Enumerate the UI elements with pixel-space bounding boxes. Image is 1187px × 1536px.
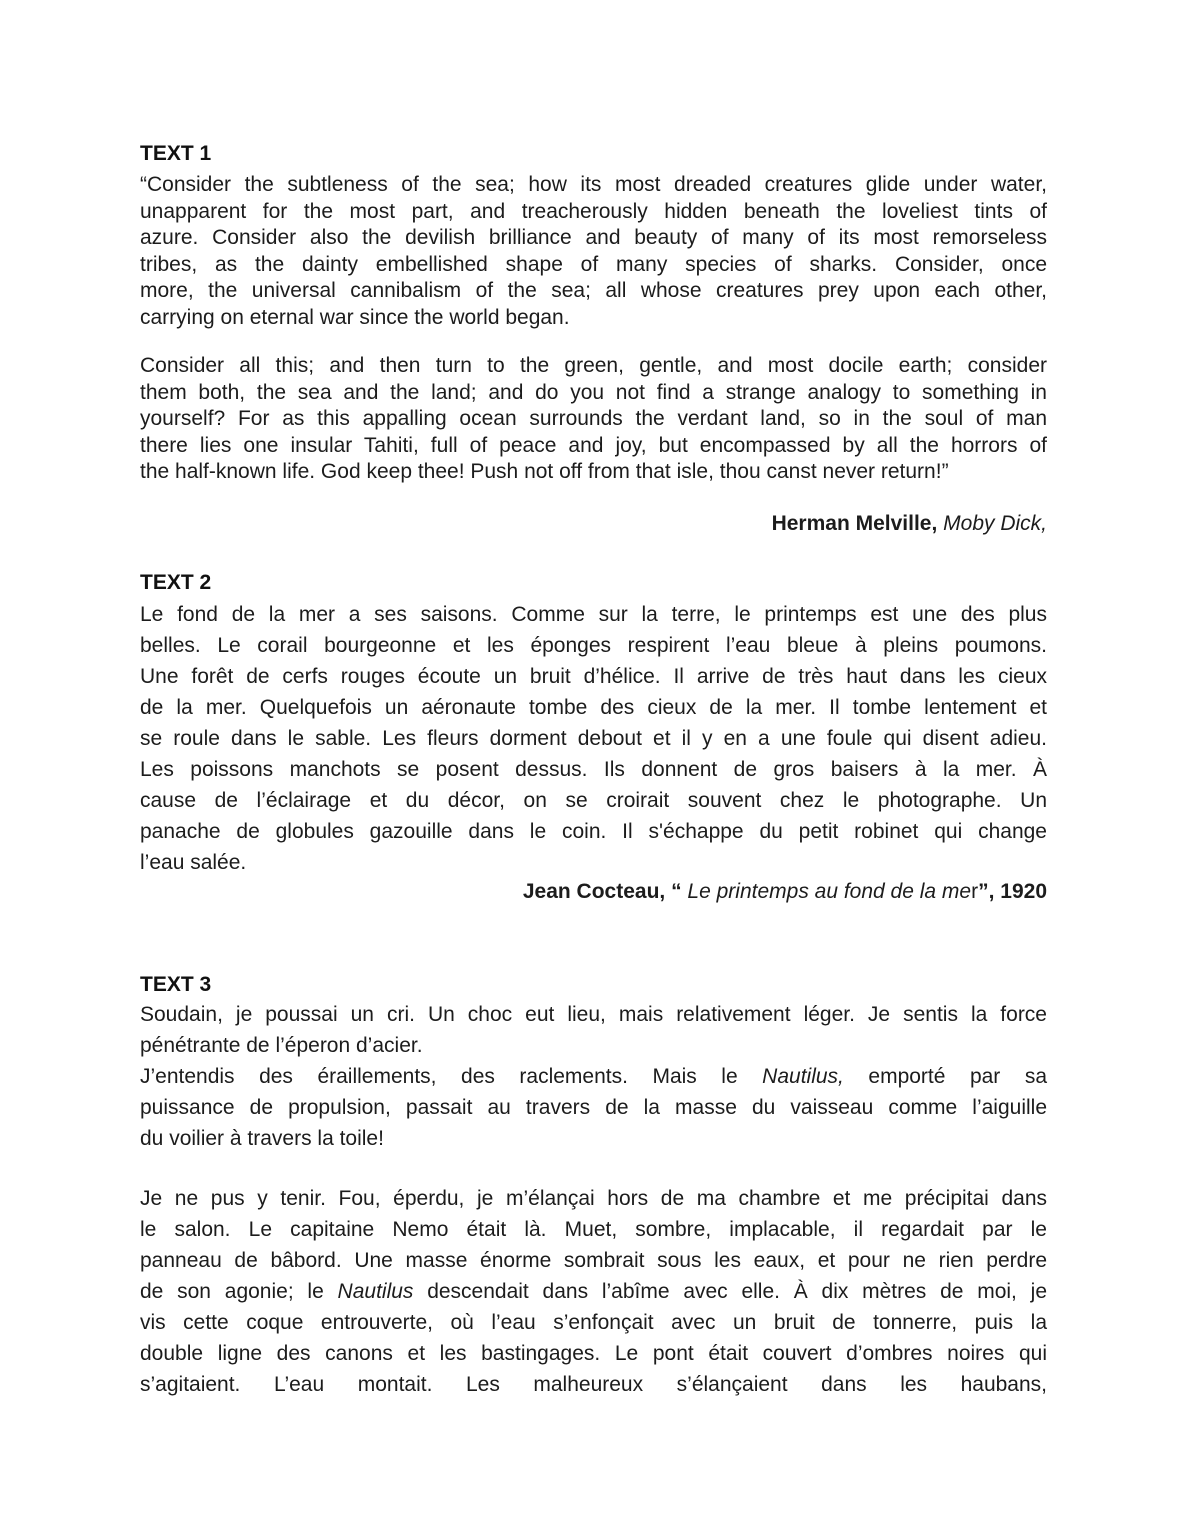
text-line: Les poissons manchots se posent dessus. Ils donnent de gros baisers à la mer. À bbox=[140, 758, 1047, 781]
text1-attribution bbox=[772, 511, 1047, 537]
text-line: pénétrante de l’éperon d’acier. bbox=[140, 1034, 423, 1057]
text-line: se roule dans le sable. Les fleurs dorment debout et il y en a une foule qui disent adieu. bbox=[140, 727, 1047, 750]
text2-attribution bbox=[523, 879, 1047, 905]
attribution-work: Moby Dick, bbox=[937, 512, 1047, 535]
text-line: du voilier à travers la toile! bbox=[140, 1127, 384, 1150]
attribution-work-tail: r bbox=[971, 880, 979, 903]
text-line: s’agitaient. L’eau montait. Les malheureux s’élançaient dans les haubans, bbox=[140, 1373, 1047, 1396]
text-line: Consider all this; and then turn to the green, gentle, and most docile earth; consider bbox=[140, 354, 1047, 377]
text2-paragraph bbox=[140, 599, 1047, 878]
text-line: panache de globules gazouille dans le coin. Il s'échappe du petit robinet qui change bbox=[140, 820, 1047, 843]
text-line: tribes, as the dainty embellished shape of many species of sharks. Consider, once bbox=[140, 252, 1047, 276]
text-line: carrying on eternal war since the world began. bbox=[140, 305, 570, 329]
text-line: there lies one insular Tahiti, full of peace and joy, but encompassed by all the horrors of bbox=[140, 433, 1047, 457]
text-line: le salon. Le capitaine Nemo était là. Muet, sombre, implacable, il regardait par le bbox=[140, 1218, 1047, 1241]
text-segment: descendait dans l’abîme avec elle. À dix mètres de moi, je bbox=[413, 1280, 1047, 1303]
attribution-author: Jean Cocteau, “ bbox=[522, 880, 688, 903]
text-line: more, the universal cannibalism of the sea; all whose creatures prey upon each other, bbox=[140, 279, 1047, 303]
text2-heading: TEXT 2 bbox=[140, 571, 212, 594]
text-line: azure. Consider also the devilish brilliance and beauty of many of its most remorseless bbox=[140, 226, 1047, 250]
text1-paragraph1 bbox=[140, 172, 1047, 332]
text-line: “Consider the subtleness of the sea; how its most dreaded creatures glide under water, bbox=[140, 173, 1047, 196]
text1-paragraph2 bbox=[140, 353, 1047, 486]
attribution-author: Herman Melville, bbox=[771, 512, 938, 535]
text1-heading: TEXT 1 bbox=[140, 142, 212, 165]
text3-paragraph1 bbox=[140, 999, 1047, 1061]
attribution-year: ”, 1920 bbox=[978, 880, 1047, 903]
text-segment: de son agonie; le bbox=[140, 1280, 338, 1303]
ship-name: Nautilus, bbox=[762, 1065, 844, 1088]
text-line bbox=[140, 1276, 1047, 1307]
text-segment: J’entendis des éraillements, des raclements. Mais le bbox=[140, 1065, 763, 1088]
text-line: belles. Le corail bourgeonne et les éponges respirent l’eau bleue à pleins poumons. bbox=[140, 634, 1047, 657]
text-line bbox=[140, 1061, 1047, 1092]
text-line: Une forêt de cerfs rouges écoute un bruit d’hélice. Il arrive de très haut dans les cieux bbox=[140, 665, 1047, 688]
text-line: puissance de propulsion, passait au travers de la masse du vaisseau comme l’aiguille bbox=[140, 1096, 1047, 1119]
text-line: panneau de bâbord. Une masse énorme sombrait sous les eaux, et pour ne rien perdre bbox=[140, 1249, 1047, 1272]
text3-paragraph3 bbox=[140, 1183, 1047, 1400]
text3-heading: TEXT 3 bbox=[140, 973, 212, 996]
text-line: vis cette coque entrouverte, où l’eau s’enfonçait avec un bruit de tonnerre, puis la bbox=[140, 1311, 1047, 1334]
text-line: cause de l’éclairage et du décor, on se croirait souvent chez le photographe. Un bbox=[140, 789, 1047, 812]
text-line: them both, the sea and the land; and do you not find a strange analogy to something in bbox=[140, 380, 1047, 404]
text3-paragraph2 bbox=[140, 1061, 1047, 1154]
text-line: l’eau salée. bbox=[140, 851, 247, 874]
text-segment: emporté par sa bbox=[843, 1065, 1047, 1088]
text-line: Je ne pus y tenir. Fou, éperdu, je m’élançai hors de ma chambre et me précipitai dans bbox=[140, 1187, 1047, 1210]
text-line: unapparent for the most part, and treacherously hidden beneath the loveliest tints of bbox=[140, 199, 1047, 223]
text-line: yourself? For as this appalling ocean surrounds the verdant land, so in the soul of man bbox=[140, 407, 1047, 431]
text-line: Le fond de la mer a ses saisons. Comme sur la terre, le printemps est une des plus bbox=[140, 603, 1047, 626]
text-line: double ligne des canons et les bastingages. Le pont était couvert d’ombres noires qui bbox=[140, 1342, 1047, 1365]
text-line: the half-known life. God keep thee! Push not off from that isle, thou canst never return!” bbox=[140, 460, 949, 484]
ship-name: Nautilus bbox=[337, 1280, 414, 1303]
text-line: de la mer. Quelquefois un aéronaute tombe des cieux de la mer. Il tombe lentement et bbox=[140, 696, 1047, 719]
text-line: Soudain, je poussai un cri. Un choc eut lieu, mais relativement léger. Je sentis la force bbox=[140, 1003, 1047, 1026]
attribution-work: Le printemps au fond de la me bbox=[687, 880, 972, 903]
